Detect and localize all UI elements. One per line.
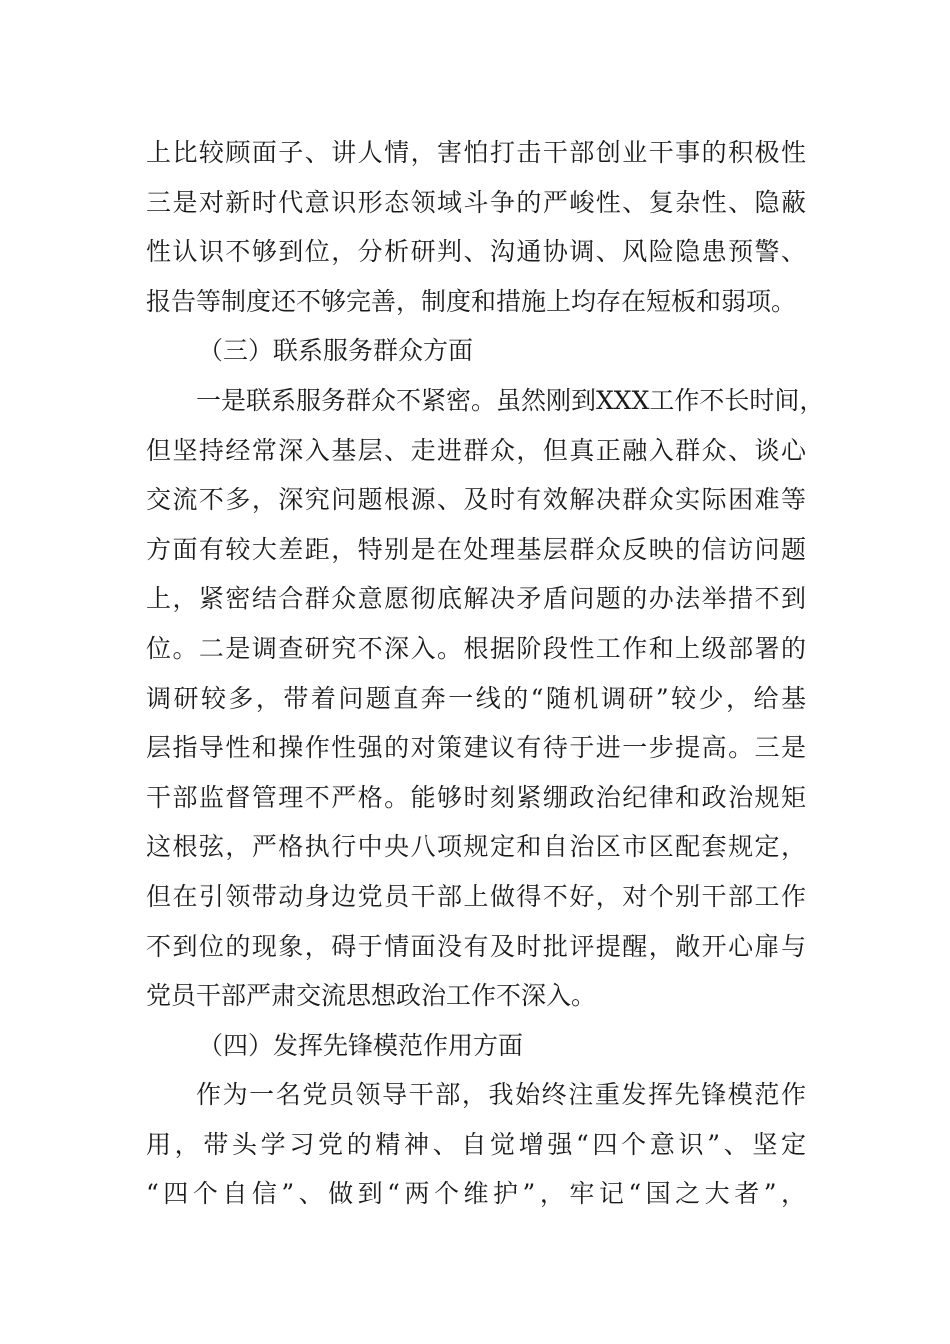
text-line: 上，紧密结合群众意愿彻底解决矛盾问题的办法举措不到 xyxy=(146,584,806,614)
text-line: 不到位的现象，碍于情面没有及时批评提醒，敞开心扉与 xyxy=(146,931,806,961)
text-line: 这根弦，严格执行中央八项规定和自治区市区配套规定， xyxy=(146,832,806,862)
section-heading: （四）发挥先锋模范作用方面 xyxy=(198,1030,524,1060)
document-body xyxy=(146,128,825,1219)
text-line: 性认识不够到位，分析研判、沟通协调、风险隐患预警、 xyxy=(146,237,806,267)
text-line: 作为一名党员领导干部，我始终注重发挥先锋模范作 xyxy=(196,1080,806,1110)
text-line: 调研较多，带着问题直奔一线的“随机调研”较少，给基 xyxy=(146,683,806,713)
text-line: 用，带头学习党的精神、自觉增强“四个意识”、坚定 xyxy=(146,1129,806,1159)
text-line: 报告等制度还不够完善，制度和措施上均存在短板和弱项。 xyxy=(146,286,797,316)
text-line: 位。二是调查研究不深入。根据阶段性工作和上级部署的 xyxy=(146,633,806,663)
text-line: 层指导性和操作性强的对策建议有待于进一步提高。三是 xyxy=(146,733,806,763)
text-line: 上比较顾面子、讲人情，害怕打击干部创业干事的积极性 xyxy=(146,138,806,167)
text-line: 党员干部严肃交流思想政治工作不深入。 xyxy=(146,981,597,1011)
text-line: 方面有较大差距，特别是在处理基层群众反映的信访问题 xyxy=(146,534,806,564)
text-line: 交流不多，深究问题根源、及时有效解决群众实际困难等 xyxy=(146,485,806,515)
text-line: 但在引领带动身边党员干部上做得不好，对个别干部工作 xyxy=(146,881,806,911)
text-line: 三是对新时代意识形态领域斗争的严峻性、复杂性、隐蔽 xyxy=(146,187,806,217)
section-heading: （三）联系服务群众方面 xyxy=(198,336,474,366)
text-line: 一是联系服务群众不紧密。虽然刚到XXX工作不长时间， xyxy=(196,385,825,415)
text-line: 但坚持经常深入基层、走进群众，但真正融入群众、谈心 xyxy=(146,435,806,465)
text-line: 干部监督管理不严格。能够时刻紧绷政治纪律和政治规矩 xyxy=(146,782,806,812)
text-line: “四个自信”、做到“两个维护”，牢记“国之大者”， xyxy=(146,1179,806,1209)
